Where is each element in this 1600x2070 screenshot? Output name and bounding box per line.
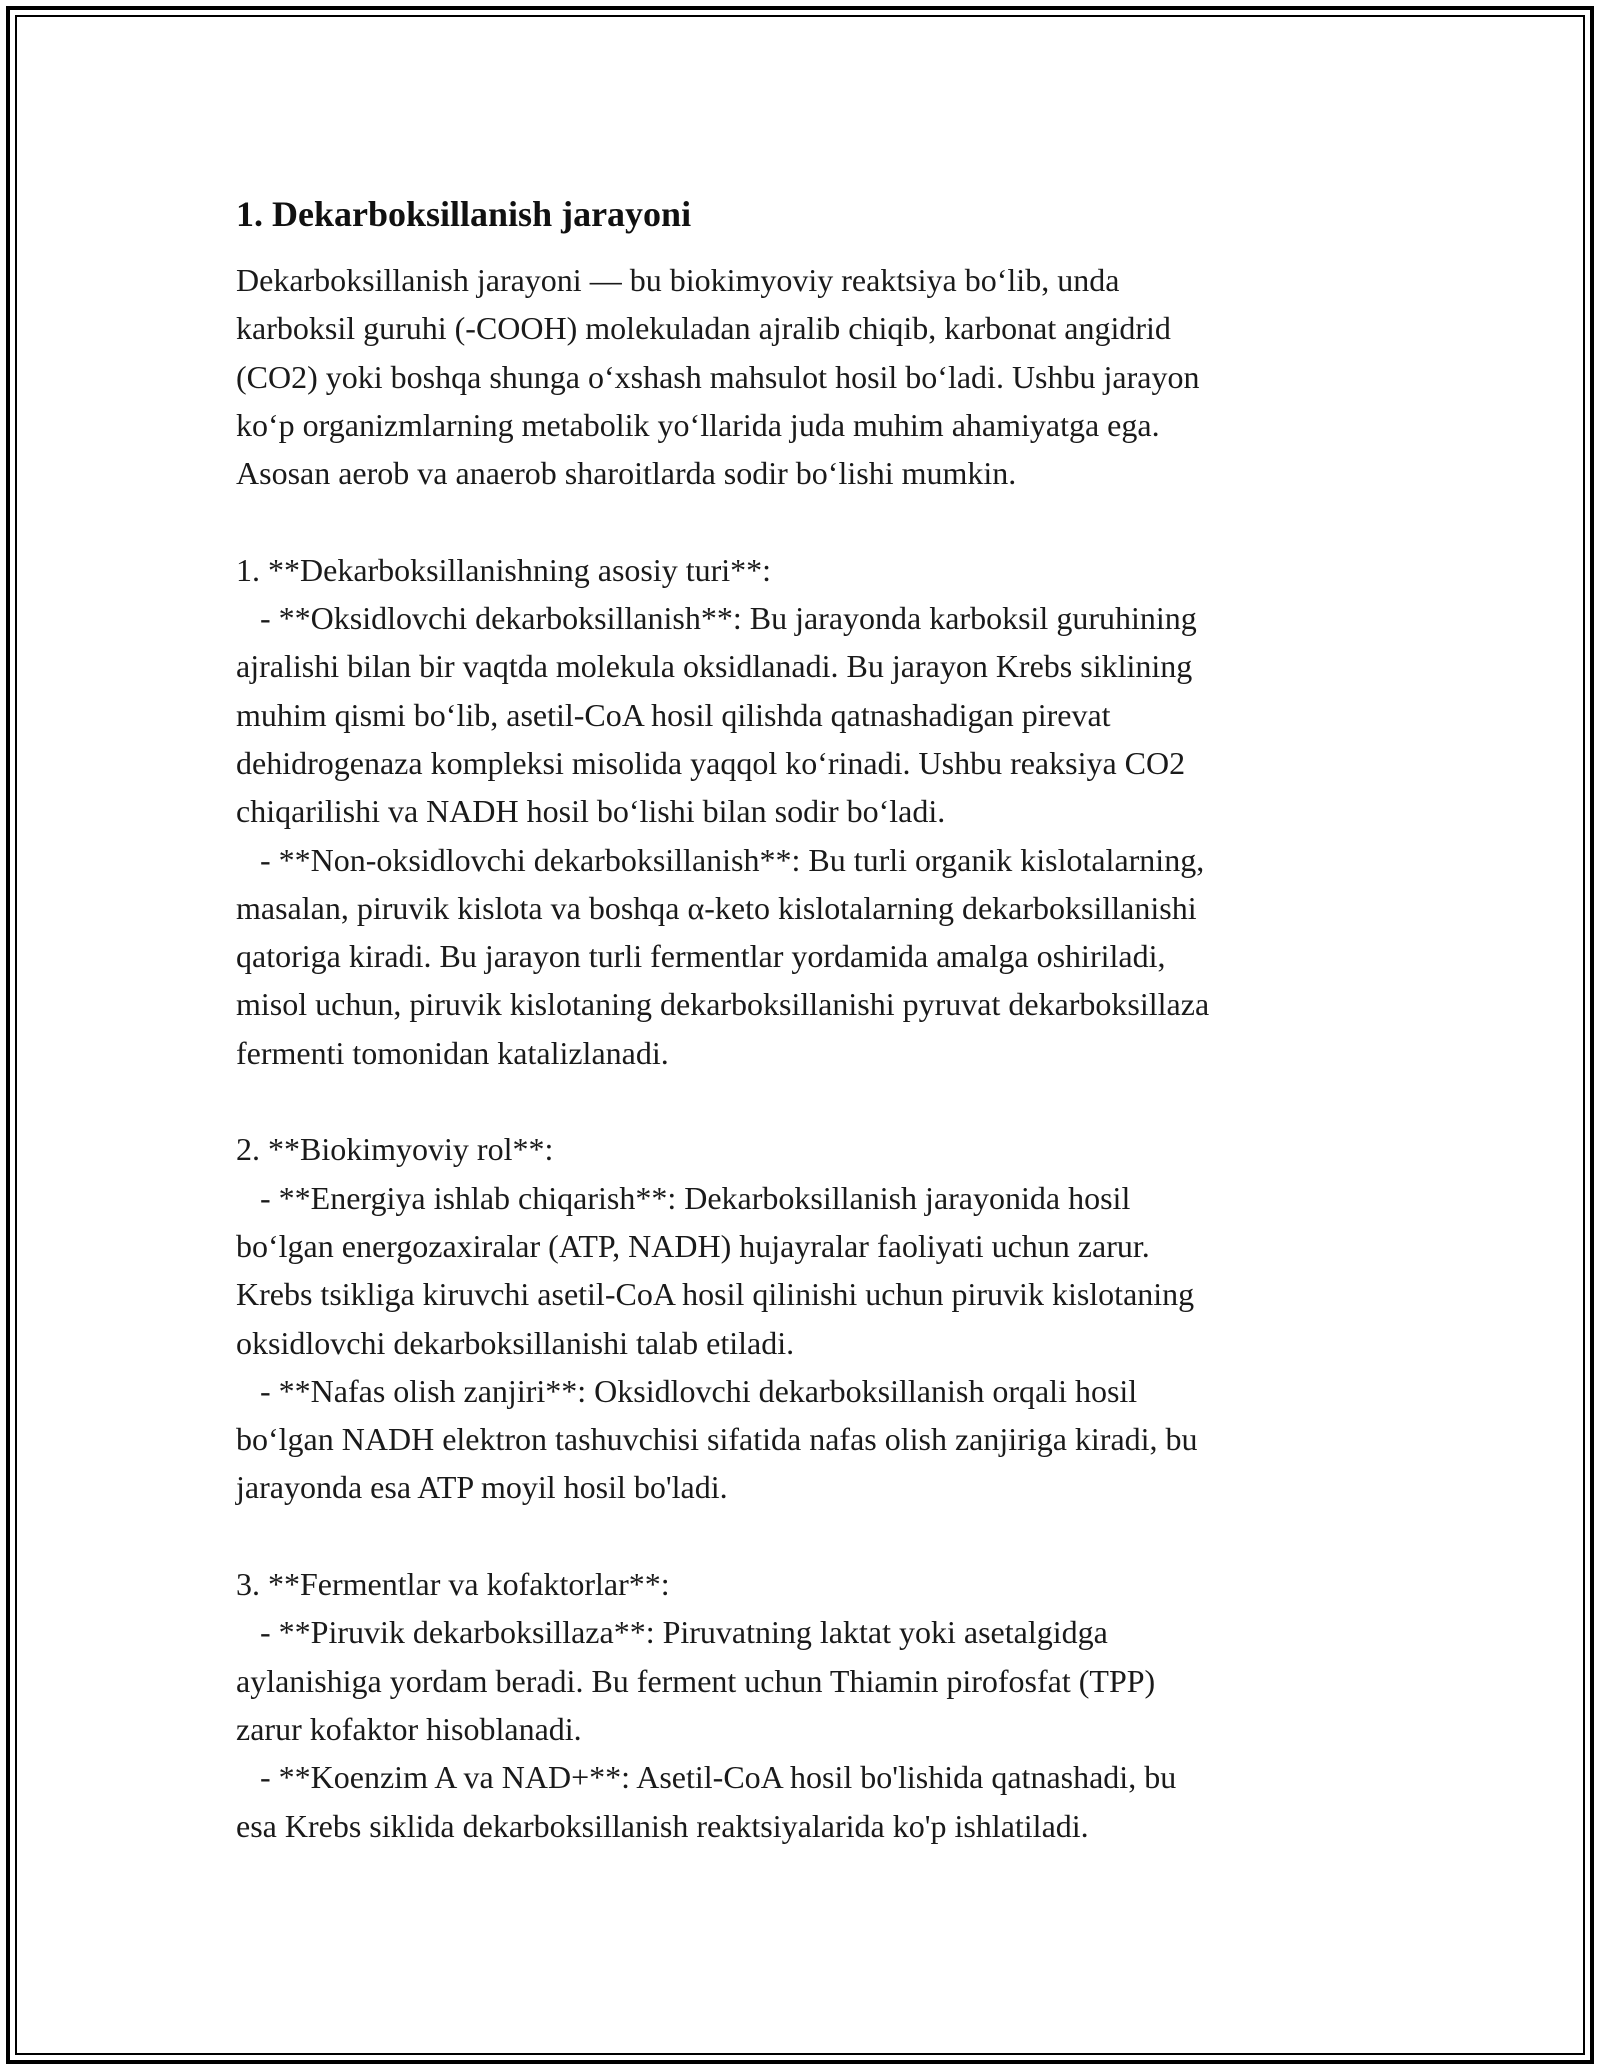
document-body: Dekarboksillanish jarayoni — bu biokimyoviy reaktsiya bo‘lib, unda karboksil guruhi (-COOH) molekuladan ajralib chiqib, karbonat angidrid (CO2) yoki boshqa shunga o‘xshash mahsulot hosil bo‘ladi. Ushbu jarayon ko‘p organizmlarning metabolik yo‘llarida juda muhim ahamiyatga ega. Asosan aerob va anaerob sharoitlarda sodir bo‘lishi mumkin. 1. **Dekarboksillanishning asosiy turi**: - **Oksidlovchi dekarboksillanish**: Bu jarayonda karboksil guruhining ajralishi bilan bir vaqtda molekula oksidlanadi. Bu jarayon Krebs siklining muhim qismi bo‘lib, asetil-CoA hosil qilishda qatnashadigan pirevat dehidrogenaza kompleksi misolida yaqqol ko‘rinadi. Ushbu reaksiya CO2 chiqarilishi va NADH hosil bo‘lishi bilan sodir bo‘ladi. - **Non-oksidlovchi dekarboksillanish**: Bu turli organik kislotalarning, masalan, piruvik kislota va boshqa α-keto kislotalarning dekarboksillanishi qatoriga kiradi. Bu jarayon turli fermentlar yordamida amalga oshiriladi, misol uchun, piruvik kislotaning dekarboksillanishi pyruvat dekarboksillaza fermenti tomonidan katalizlanadi. 2. **Biokimyoviy rol**: - **Energiya ishlab chiqarish**: Dekarboksillanish jarayonida hosil bo‘lgan energozaxiralar (ATP, NADH) hujayralar faoliyati uchun zarur. Krebs tsikliga kiruvchi asetil-CoA hosil qilinishi uchun piruvik kislotaning oksidlovchi dekarboksillanishi talab etiladi. - **Nafas olish zanjiri**: Oksidlovchi dekarboksillanish orqali hosil bo‘lgan NADH elektron tashuvchisi sifatida nafas olish zanjiriga kiradi, bu jarayonda esa ATP moyil hosil bo'ladi. 3. **Fermentlar va kofaktorlar**: - **Piruvik dekarboksillaza**: Piruvatning laktat yoki asetalgidga aylanishiga yordam beradi. Bu ferment uchun Thiamin pirofosfat (TPP) zarur kofaktor hisoblanadi. - **Koenzim A va NAD+**: Asetil-CoA hosil bo'lishida qatnashadi, bu esa Krebs siklida dekarboksillanish reaktsiyalarida ko'p ishlatiladi.	[236, 262, 1210, 1844]
document-title: 1. Dekarboksillanish jarayoni	[236, 194, 692, 234]
document-page	[236, 186, 1366, 1850]
